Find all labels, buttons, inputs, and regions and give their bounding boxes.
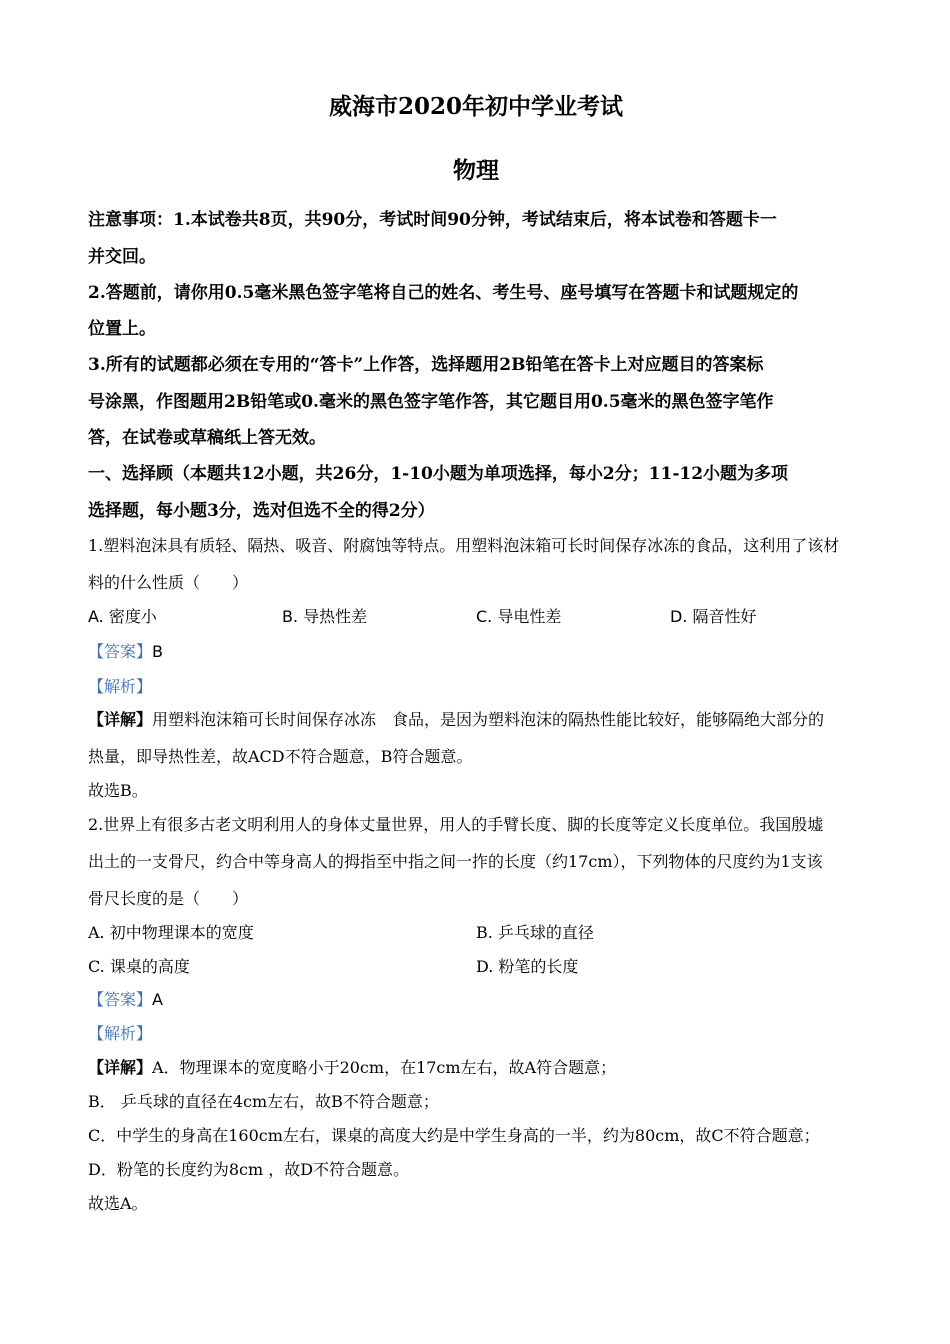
- q2-option-c: C. 课桌的高度: [88, 957, 190, 976]
- detail-tag: 【详解】: [88, 1058, 153, 1077]
- q2-option-a: A. 初中物理课本的宽度: [88, 923, 254, 942]
- answer-tag: 【答案】: [88, 642, 153, 661]
- q2-option-d: D. 粉笔的长度: [476, 957, 579, 976]
- q1-detail: 热量，即导热性差，故ACD不符合题意，B符合题意。: [88, 747, 473, 766]
- q1-detail: [88, 707, 824, 730]
- notice-line: 号涂黑，作图题用2B铅笔或0.毫米的黑色签字笔作答，其它题目用0.5毫米的黑色签字笔作: [88, 392, 774, 412]
- question-1-stem: 料的什么性质（ ）: [88, 573, 249, 592]
- notice-line: 并交回。: [88, 247, 156, 267]
- subject-title: 物理: [453, 157, 499, 184]
- q2-detail: C．中学生的身高在160cm左右，课桌的高度大约是中学生身高的一半，约为80cm，故C不符合题意；: [88, 1126, 820, 1145]
- q1-conclusion: 故选B。: [88, 781, 148, 800]
- detail-text: 用塑料泡沫箱可长时间保存冰冻 食品，是因为塑料泡沫的隔热性能比较好，能够隔绝大部分的: [152, 710, 825, 729]
- q2-detail: D．粉笔的长度约为8cm ，故D不符合题意。: [88, 1160, 410, 1179]
- q1-option-d: D. 隔音性好: [670, 607, 757, 626]
- q1-option-b: B. 导热性差: [282, 607, 368, 626]
- detail-tag: 【详解】: [88, 710, 153, 729]
- section-heading: 选择题，每小题3分，选对但选不全的得2分）: [88, 501, 435, 521]
- q1-option-a: A. 密度小: [88, 607, 157, 626]
- q2-conclusion: 故选A。: [88, 1194, 148, 1213]
- q2-answer: [88, 987, 163, 1010]
- question-2-stem: 2.世界上有很多古老文明利用人的身体丈量世界，用人的手臂长度、脚的长度等定义长度单位。我国殷墟: [88, 815, 824, 834]
- notice-line: 答，在试卷或草稿纸上答无效。: [88, 428, 326, 448]
- q1-answer: [88, 639, 163, 662]
- q1-option-c: C. 导电性差: [476, 607, 562, 626]
- answer-value: A: [152, 990, 163, 1009]
- answer-value: B: [152, 642, 163, 661]
- question-2-stem: 出土的一支骨尺，约合中等身高人的拇指至中指之间一拃的长度（约17cm），下列物体的尺度约为1支该: [88, 852, 823, 871]
- exam-title: 威海市2020年初中学业考试: [328, 93, 623, 120]
- answer-tag: 【答案】: [88, 990, 153, 1009]
- q1-analysis-tag: 【解析】: [88, 677, 153, 696]
- detail-text: A．物理课本的宽度略小于20cm，在17cm左右，故A符合题意；: [152, 1058, 617, 1077]
- notice-line: 3.所有的试题都必须在专用的“答卡”上作答，选择题用2B铅笔在答卡上对应题目的答案标: [88, 355, 764, 375]
- q2-detail: [88, 1055, 616, 1078]
- q2-detail: B． 乒乓球的直径在4cm左右，故B不符合题意；: [88, 1092, 439, 1111]
- question-1-stem: 1.塑料泡沫具有质轻、隔热、吸音、附腐蚀等特点。用塑料泡沫箱可长时间保存冰冻的食品，这利用了该材: [88, 536, 840, 555]
- notice-line: 2.答题前，请你用0.5毫米黑色签字笔将自己的姓名、考生号、座号填写在答题卡和试题规定的: [88, 283, 799, 303]
- notice-line: 注意事项：1.本试卷共8页，共90分，考试时间90分钟，考试结束后，将本试卷和答题卡一: [88, 210, 777, 230]
- q2-option-b: B. 乒乓球的直径: [476, 923, 594, 942]
- section-heading: 一、选择顾（本题共12小题，共26分，1-10小题为单项选择，每小2分；11-12小题为多项: [88, 464, 789, 484]
- question-2-stem: 骨尺长度的是（ ）: [88, 889, 249, 908]
- notice-line: 位置上。: [88, 319, 156, 339]
- q2-analysis-tag: 【解析】: [88, 1024, 153, 1043]
